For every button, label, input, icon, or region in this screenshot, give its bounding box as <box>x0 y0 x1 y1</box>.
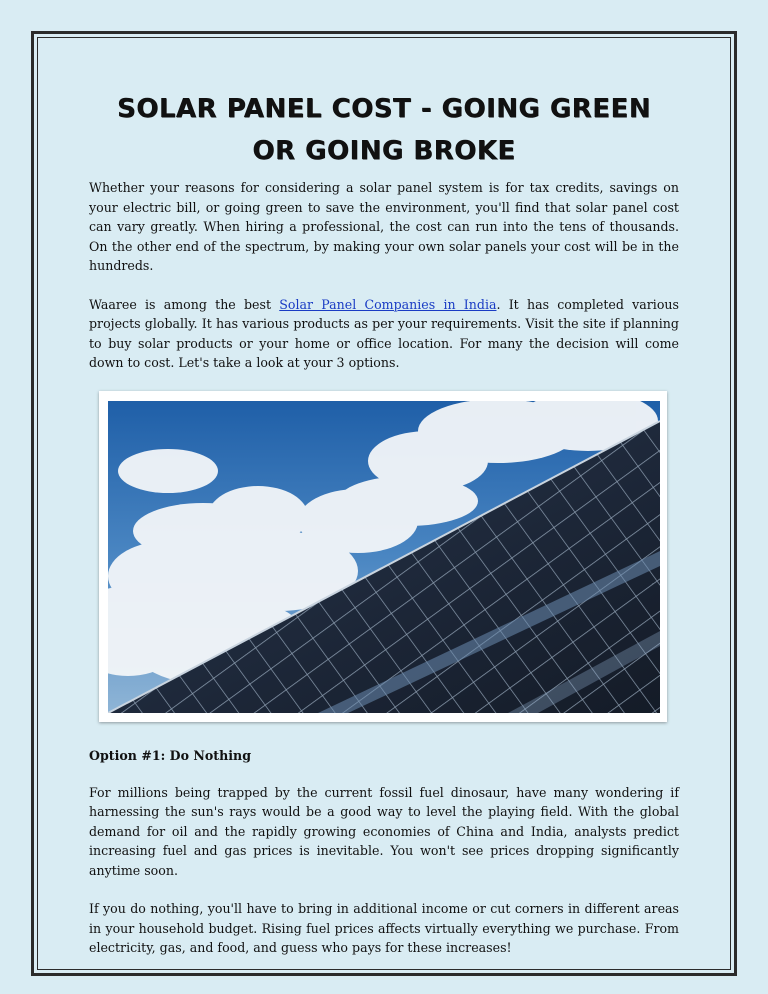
option1-paragraph-1: For millions being trapped by the current fossil fuel dinosaur, have many wondering if harnessing the sun's rays would be a good way to level the playing field. With the global demand for oil and the rapidly growing economies of China and India, analysts predict increasing fuel and gas prices is inevitable. You won't see prices dropping significantly anytime soon. <box>89 784 679 878</box>
solar-companies-link[interactable]: Solar Panel Companies in India <box>279 296 497 312</box>
waaree-text-before: Waaree is among the best <box>89 296 280 312</box>
waaree-text-after: . It has completed various projects globally. It has various products as per your requirements. Visit the site if planning to buy solar products or your home or office location. For many the decision will come down to cost. Let's take a look at your 3 options. <box>89 296 679 370</box>
document-title: SOLAR PANEL COST - GOING GREEN OR GOING BROKE <box>117 94 651 166</box>
solar-panel-image <box>108 401 660 713</box>
option1-heading: Option #1: Do Nothing <box>89 747 252 763</box>
waaree-paragraph <box>89 295 679 373</box>
option1-paragraph-2: If you do nothing, you'll have to bring in additional income or cut corners in different areas in your household budget. Rising fuel prices affects virtually everything we purchase. From electricity, gas, and food, and guess who pays for these increases! <box>89 901 679 955</box>
solar-panel-photo <box>99 391 667 722</box>
document-page <box>89 88 679 958</box>
intro-paragraph: Whether your reasons for considering a solar panel system is for tax credits, savings on your electric bill, or going green to save the environment, you'll find that solar panel cost can vary greatly. When hiring a professional, the cost can run into the tens of thousands. On the other end of the spectrum, by making your own solar panels your cost will be in the hundreds. <box>89 180 679 273</box>
